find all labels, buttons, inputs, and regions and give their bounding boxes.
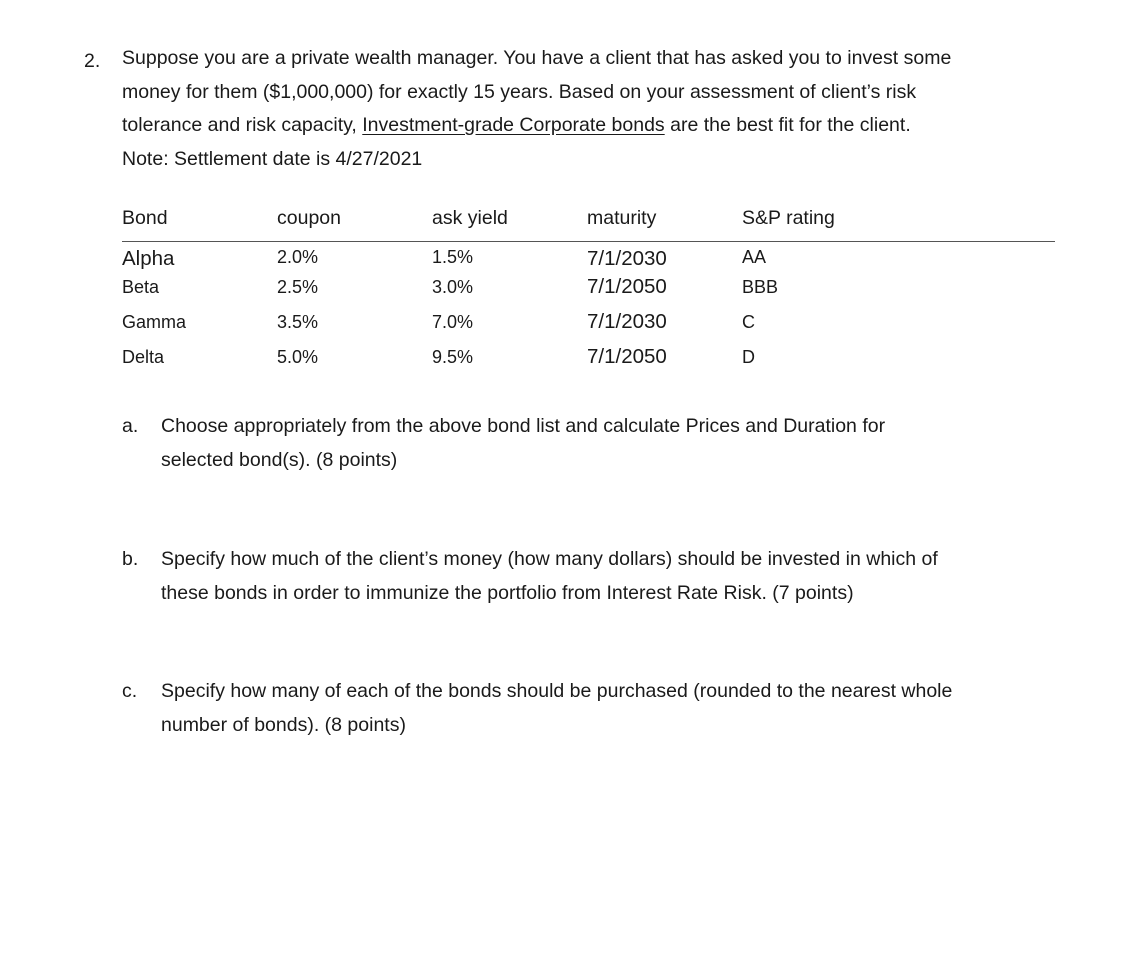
cell-ask-yield: 3.0% <box>432 277 474 297</box>
part-text <box>161 543 1061 610</box>
part-line: Specify how many of each of the bonds should be purchased (rounded to the nearest whole <box>161 680 953 702</box>
question-number: 2. <box>84 50 101 72</box>
question-line-text: tolerance and risk capacity, <box>122 114 363 136</box>
cell-coupon: 5.0% <box>277 347 319 367</box>
part-label: a. <box>122 415 139 437</box>
cell-bond: Delta <box>122 347 165 367</box>
part-line: Specify how much of the client’s money (how many dollars) should be invested in which of <box>161 548 938 570</box>
column-header-coupon: coupon <box>277 207 341 229</box>
cell-coupon: 2.5% <box>277 277 319 297</box>
question-line: Suppose you are a private wealth manager. You have a client that has asked you to invest some <box>122 47 952 69</box>
part-text <box>161 410 1061 477</box>
cell-rating: BBB <box>742 277 779 297</box>
table-header-row <box>122 207 1055 242</box>
part-line: Choose appropriately from the above bond list and calculate Prices and Duration for <box>161 415 886 437</box>
cell-bond: Gamma <box>122 312 187 332</box>
settlement-note: Note: Settlement date is 4/27/2021 <box>122 147 423 170</box>
cell-maturity: 7/1/2030 <box>587 310 667 333</box>
bond-table <box>122 207 1055 380</box>
cell-maturity: 7/1/2050 <box>587 275 667 298</box>
question-line-text: are the best fit for the client. <box>664 114 911 136</box>
cell-rating: D <box>742 347 755 367</box>
question-line: money for them ($1,000,000) for exactly 15 years. Based on your assessment of client’s risk <box>122 80 917 103</box>
table-row <box>122 275 1055 310</box>
cell-ask-yield: 7.0% <box>432 312 474 332</box>
question-line <box>122 109 1082 143</box>
part-line: number of bonds). (8 points) <box>161 713 406 736</box>
cell-rating: C <box>742 312 755 332</box>
cell-maturity: 7/1/2030 <box>587 247 667 270</box>
column-header-bond: Bond <box>122 207 168 229</box>
cell-bond: Alpha <box>122 247 175 270</box>
cell-coupon: 2.0% <box>277 247 319 267</box>
cell-ask-yield: 9.5% <box>432 347 474 367</box>
part-text <box>161 675 1061 742</box>
cell-coupon: 3.5% <box>277 312 319 332</box>
part-label: c. <box>122 680 138 702</box>
underlined-phrase: Investment-grade Corporate bonds <box>362 114 665 136</box>
cell-maturity: 7/1/2050 <box>587 345 667 368</box>
question-text <box>122 42 1082 176</box>
part-line: selected bond(s). (8 points) <box>161 448 398 471</box>
column-header-rating: S&P rating <box>742 207 835 229</box>
column-header-maturity: maturity <box>587 207 657 229</box>
table-row <box>122 310 1055 345</box>
cell-ask-yield: 1.5% <box>432 247 474 267</box>
table-row <box>122 345 1055 380</box>
table-row <box>122 242 1055 276</box>
cell-rating: AA <box>742 247 767 267</box>
part-label: b. <box>122 548 139 570</box>
part-line: these bonds in order to immunize the portfolio from Interest Rate Risk. (7 points) <box>161 581 854 604</box>
cell-bond: Beta <box>122 277 160 297</box>
column-header-ask-yield: ask yield <box>432 207 508 229</box>
